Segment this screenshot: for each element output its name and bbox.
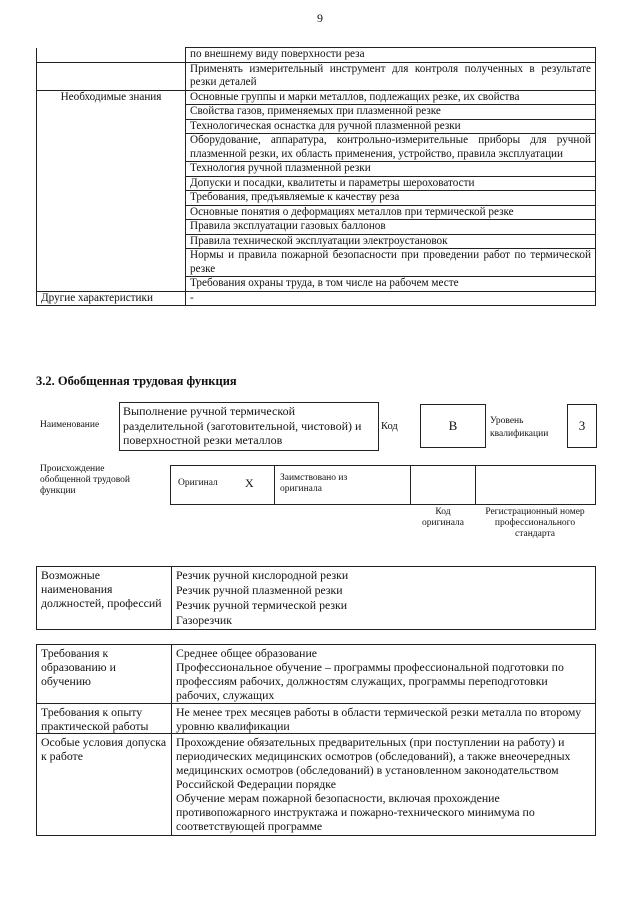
origin-divider: [475, 465, 476, 504]
level-box: [567, 404, 597, 448]
table-row: [37, 48, 596, 63]
function-name-value: Выполнение ручной термической разделительной (заготовительной, чистовой) и поверхностной резки металлов: [123, 404, 362, 447]
knowledge-table: [36, 47, 596, 306]
paragraph: Среднее общее образование: [176, 646, 318, 660]
origin-divider: [410, 465, 411, 504]
paragraph: Обучение мерам пожарной безопасности, включая прохождение противопожарного инструктажа и пожарно-технического минимума по соответствующей программе: [176, 791, 535, 833]
positions-label: Возможные наименования должностей, профессий: [37, 567, 172, 630]
level-label-line1: Уровень: [490, 416, 524, 426]
education-text: [172, 645, 596, 704]
table-row: [37, 567, 596, 630]
code-label: Код: [381, 421, 398, 432]
origin-divider: [274, 465, 275, 504]
row-text: Свойства газов, применяемых при плазменной резке: [186, 105, 596, 120]
page-number: 9: [317, 11, 323, 25]
table-row: [37, 62, 596, 90]
admission-text: [172, 734, 596, 836]
level-label-line2: квалификации: [490, 429, 549, 439]
row-text: Технологическая оснастка для ручной плазменной резки: [186, 119, 596, 134]
row-text: Нормы и правила пожарной безопасности при проведении работ по термической резке: [186, 249, 596, 277]
origin-box: [170, 465, 596, 505]
row-text: Оборудование, аппаратура, контрольно-измерительные приборы для ручной плазменной резки, их область применения, устройство, правила эксплуатации: [186, 134, 596, 162]
table-row: [37, 90, 596, 105]
row-text: Допуски и посадки, квалитеты и параметры шероховатости: [186, 176, 596, 191]
requirements-table: [36, 644, 596, 836]
paragraph: Прохождение обязательных предварительных (при поступлении на работу) и периодических медицинских осмотров (обследований), а также внеочередных медицинских осмотров (обследований) в установленном законодательством Российской Федерации порядке: [176, 735, 571, 791]
paragraph: Профессиональное обучение – программы профессиональной подготовки по профессиям рабочих, должностям служащих, программы переподготовки рабочих, служащих: [176, 660, 564, 702]
function-name-box: [119, 402, 379, 451]
row-text: Требования охраны труда, в том числе на рабочем месте: [186, 277, 596, 292]
code-orig-label: Код оригинала: [422, 507, 464, 528]
reg-number-label: Регистрационный номер профессионального стандарта: [485, 507, 585, 539]
list-item: Резчик ручной кислородной резки: [176, 568, 349, 582]
section-title: 3.2. Обобщенная трудовая функция: [36, 374, 237, 388]
row-text: по внешнему виду поверхности реза: [186, 48, 596, 63]
positions-table: [36, 566, 596, 630]
table-row: [37, 734, 596, 836]
row-text: Применять измерительный инструмент для контроля полученных в результате резки деталей: [186, 62, 596, 90]
row-label-knowledge: Необходимые знания: [37, 90, 186, 291]
borrowed-label: Заимствовано из оригинала: [280, 473, 348, 494]
admission-label: Особые условия допуска к работе: [37, 734, 172, 836]
row-text: Основные группы и марки металлов, подлежащих резке, их свойства: [186, 90, 596, 105]
paragraph: Не менее трех месяцев работы в области термической резки металла по второму уровню квалификации: [176, 705, 582, 733]
row-text: Правила эксплуатации газовых баллонов: [186, 220, 596, 235]
list-item: Резчик ручной термической резки: [176, 598, 348, 612]
row-text: Правила технической эксплуатации электроустановок: [186, 234, 596, 249]
code-value: B: [448, 418, 458, 433]
name-label: Наименование: [40, 420, 100, 430]
level-label: [490, 416, 548, 440]
row-text: Основные понятия о деформациях металлов при термической резке: [186, 205, 596, 220]
row-label: [37, 62, 186, 90]
table-row: [37, 645, 596, 704]
row-label: [37, 48, 186, 63]
education-label: Требования к образованию и обучению: [37, 645, 172, 704]
row-text: Технология ручной плазменной резки: [186, 162, 596, 177]
level-value: 3: [578, 418, 586, 433]
code-box: [420, 404, 486, 448]
list-item: Газорезчик: [176, 613, 232, 627]
original-mark: X: [245, 476, 254, 490]
table-row: [37, 704, 596, 734]
experience-text: [172, 704, 596, 734]
original-label: Оригинал: [178, 478, 218, 488]
row-label-other: Другие характеристики: [37, 291, 186, 306]
row-text: -: [186, 291, 596, 306]
list-item: Резчик ручной плазменной резки: [176, 583, 343, 597]
origin-label: Происхождение обобщенной трудовой функции: [40, 464, 130, 496]
positions-list: [172, 567, 596, 630]
experience-label: Требования к опыту практической работы: [37, 704, 172, 734]
table-row: [37, 291, 596, 306]
row-text: Требования, предъявляемые к качеству реза: [186, 191, 596, 206]
